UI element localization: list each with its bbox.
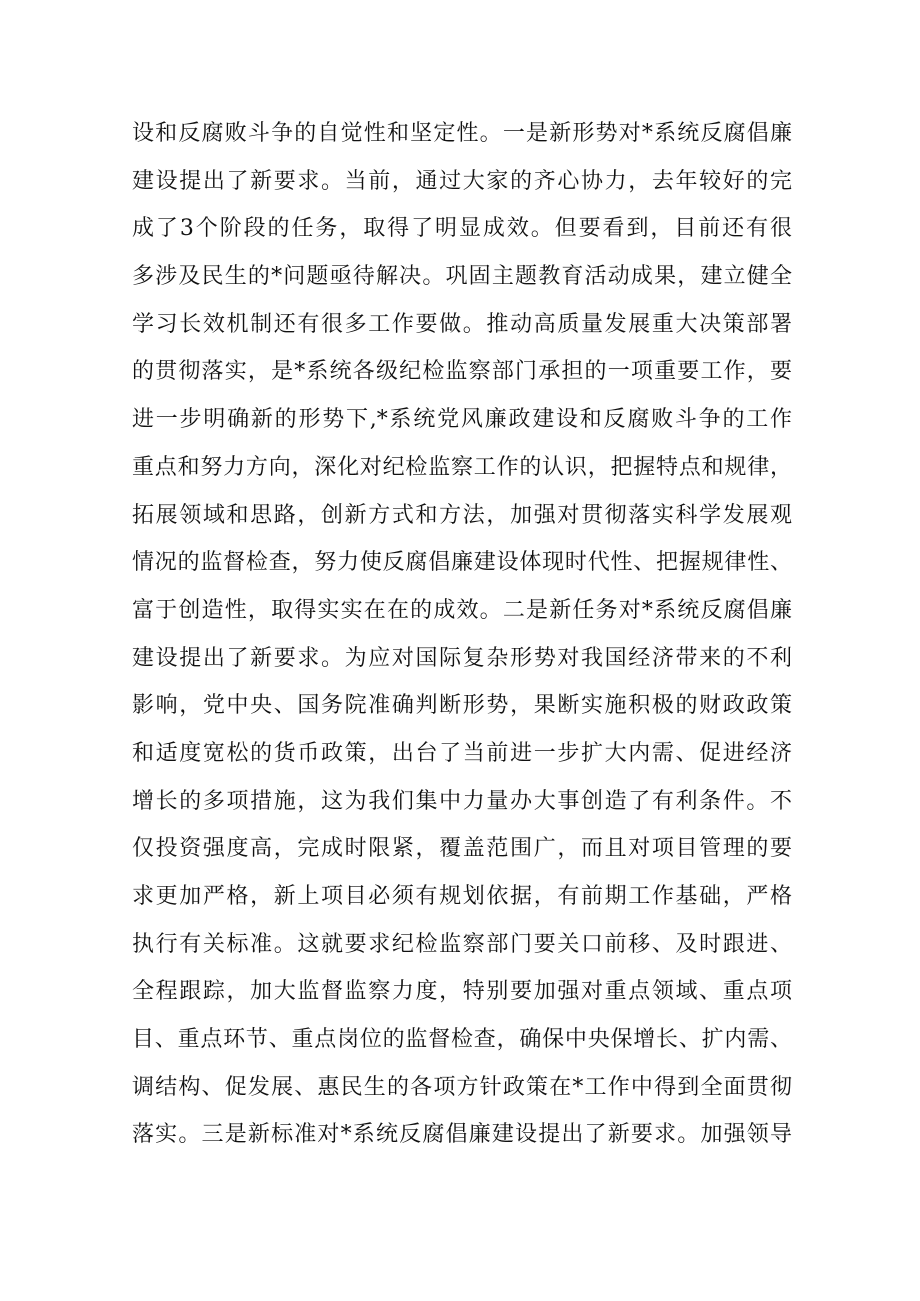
text-line-14: 和适度宽松的货币政策，出台了当前进一步扩大内需、促进经济	[132, 740, 792, 766]
body-text	[132, 110, 792, 1159]
text-line-10: 情况的监督检查，努力使反腐倡廉建设体现时代性、把握规律性、	[132, 550, 792, 576]
text-line-15: 增长的多项措施，这为我们集中力量办大事创造了有利条件。不	[132, 788, 792, 814]
text-line-9: 拓展领域和思路，创新方式和方法，加强对贯彻落实科学发展观	[132, 502, 792, 528]
text-line-19: 全程跟踪，加大监督监察力度，特别要加强对重点领域、重点项	[132, 979, 792, 1005]
text-line-6: 的贯彻落实，是*系统各级纪检监察部门承担的一项重要工作，要	[132, 359, 792, 385]
text-line-4: 多涉及民生的*问题亟待解决。巩固主题教育活动成果，建立健全	[132, 264, 792, 290]
text-line-12: 建设提出了新要求。为应对国际复杂形势对我国经济带来的不利	[132, 645, 792, 671]
text-line-1: 设和反腐败斗争的自觉性和坚定性。一是新形势对*系统反腐倡廉	[132, 121, 792, 146]
text-line-20: 目、重点环节、重点岗位的监督检查，确保中央保增长、扩内需、	[132, 1027, 792, 1053]
text-line-13: 影响，党中央、国务院准确判断形势，果断实施积极的财政政策	[132, 693, 792, 719]
text-line-17: 求更加严格，新上项目必须有规划依据，有前期工作基础，严格	[132, 884, 792, 909]
text-line-11: 富于创造性，取得实实在在的成效。二是新任务对*系统反腐倡廉	[132, 597, 792, 623]
text-line-3: 成了3个阶段的任务，取得了明显成效。但要看到，目前还有很	[132, 216, 792, 242]
text-line-7: 进一步明确新的形势下,*系统党风廉政建设和反腐败斗争的工作	[132, 407, 792, 433]
text-line-5: 学习长效机制还有很多工作要做。推动高质量发展重大决策部署	[132, 311, 792, 337]
text-line-16: 仅投资强度高，完成时限紧，覆盖范围广，而且对项目管理的要	[132, 836, 792, 862]
text-line-21: 调结构、促发展、惠民生的各项方针政策在*工作中得到全面贯彻	[132, 1074, 792, 1100]
text-line-8: 重点和努力方向，深化对纪检监察工作的认识，把握特点和规律，	[132, 454, 792, 480]
text-line-18: 执行有关标准。这就要求纪检监察部门要关口前移、及时跟进、	[132, 931, 792, 957]
text-line-22: 落实。三是新标准对*系统反腐倡廉建设提出了新要求。加强领导	[132, 1122, 792, 1148]
text-line-2: 建设提出了新要求。当前，通过大家的齐心协力，去年较好的完	[132, 168, 792, 194]
